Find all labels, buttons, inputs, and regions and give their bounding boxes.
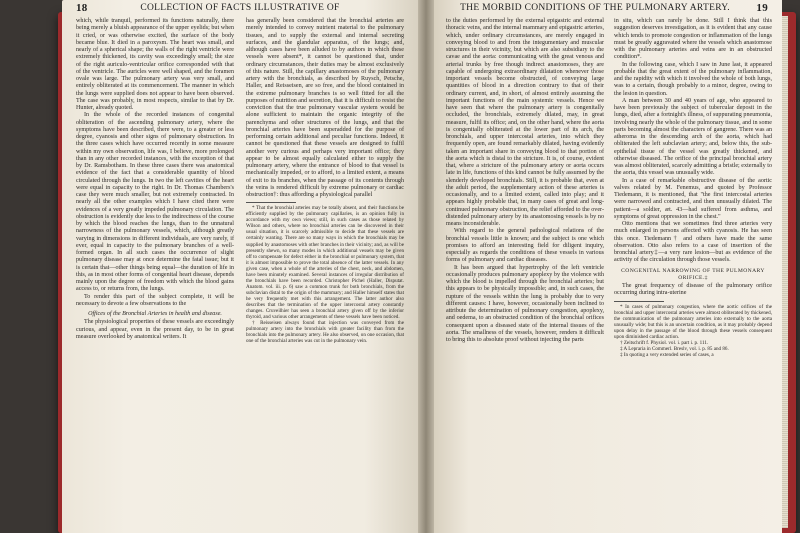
right-running-title: THE MORBID CONDITIONS OF THE PULMONARY ARTERY. — [460, 3, 730, 13]
paragraph: To render this part of the subject complete, it will be necessary to devote a few observations to the — [76, 293, 234, 307]
footnote-rule — [246, 202, 296, 203]
left-column-2 — [246, 18, 404, 344]
right-column-1 — [446, 18, 604, 344]
footnote: ‡ In quoting a very extended series of cases, a — [620, 351, 714, 358]
paragraph: to the duties performed by the external epigastric and external thoracic veins, and the internal mammary and epigastric arteries, which, under ordinary circumstances, are merely engaged in conveying blood to and from the integumentary and muscular structures in their vicinity, but which are also subsidiary to the cavae and the aorta: communicating with the great venous and arterial trunks by free though indirect anastomoses, they are capable of undergoing extraordinary dilatation whenever those important vessels become obstructed, of conveying large quantities of blood in a direction contrary to that of their ordinary current, and, in short, of almost entirely assuming the important functions of the main systemic vessels. Hence we have seen that where the pulmonary artery is congenitally occluded, the bronchials, extremely dilated, may, in great measure, fulfil its office; and, on the other hand, where the aorta is congenitally obliterated at the lower part of its arch, the bronchials, and upper intercostal arteries, into which they frequently open, are found remarkably dilated, having evidently taken an important share in conveying blood to that portion of the aorta which is distal to the stricture. It is, of course, evident that, where a stricture of the pulmonary artery or aorta occurs late in life, functions of this kind cannot be fully assumed by the slenderly developed bronchials. Still, it is probable that, even at the adult period, the supplementary action of these arteries is occasionally, and to a limited extent, called into play; and it appears highly probable that, in many cases of great and long-continued pulmonary obstruction, the relief afforded to the over-distended pulmonary artery by its anastomosing vessels is by no means inconsiderable. — [446, 18, 604, 227]
paragraph: In a case of remarkable obstructive disease of the aortic valves related by M. Fenemus, and quoted by Professor Tiedemann, it is mentioned, that "the first intercostal arteries were narrowed and contracted, and then unusually dilated. The patient—a soldier, æt. 43—had suffered from asthma, and symptoms of great oppression in the chest." — [614, 177, 772, 220]
footnote: * That the bronchial arteries may be totally absent, and their functions be efficiently supplied by the pulmonary capillaries, is an opinion fully in accordance with my own views; still, in such cases as those related by Wilson and others, where no bronchial arteries can be discovered in their usual situation, it is scarcely admissible to decide that these vessels are certainly wanting. There are so many ways in which the bronchials may be supplied by anastomoses with other branches in their vicinity; and, as will be presently shewn, so many modes in which additional vessels may be given off to compensate for defect either in the bronchial or pulmonary system, that it is almost impossible to prove the total absence of the latter vessels. In any given case, when a whole of the arteries of the chest, neck, and abdomen, have been minutely examined. Several instances of irregular distribution of the bronchials have been recorded. Christopher Pichel (Haller, Disputat. Anatom. vol. iii. p. 6) saw a common trunk for both bronchials, from the subclavian distal to the origin of the mammary; and Haller himself states that he very frequently met with this arrangement. The latter author also describes that the termination of the upper intercostal artery constantly changes. Cruveilhier has seen a bronchial artery given off by the inferior thyroid, and various other arrangements of these vessels have been noticed. — [246, 205, 404, 321]
footnotes — [614, 304, 772, 358]
paragraph: It has been argued that hypertrophy of the left ventricle occasionally produces pulmonary apoplexy by the violence with which the blood is impelled through the bronchial arteries; but this appears to be physically impossible; and, in such cases, the rupture of the vessels within the lung is probably due to very different causes: I have, however, occasionally been inclined to attribute the determination of pulmonary congestion, apoplexy, and oedema, to an obstructed condition of the bronchial orifices consequent upon a diseased state of the internal tissues of the aorta. The smallness of the vessels, however, renders it difficult to bring this to absolute proof without injecting the parts — [446, 264, 604, 343]
paragraph: Otto mentions that we sometimes find three arteries very much enlarged in persons affected with cyanosis. He has seen this once. Tiedemann† and others have made the same observation. Otto also refers to a case of insertion of the bronchial artery‡—a very rare lesion—but as evidence of the activity of the circulation through those vessels. — [614, 221, 772, 264]
paragraph: A man between 30 and 40 years of age, who appeared to have been previously the subject of tubercular deposit in the lungs, died, after a fortnight's illness, of suppurating pneumonia, involving nearly the whole of the pulmonary tissue, and in some parts becoming almost the characters of gangrene. There was an atheroma in the descending arch of the aorta, which had obliterated the left subclavian artery; and, below this, the sub-epithelial tissue of the vessel was greatly thickened, and otherwise diseased. The orifice of the principal bronchial artery was almost obliterated, scarcely admitting a bristle; externally to the aorta, this vessel was unusually wide. — [614, 97, 772, 177]
footnotes — [246, 205, 404, 344]
right-page — [434, 0, 782, 533]
book-gutter — [418, 0, 434, 533]
paragraph: In the following case, which I saw in June last, it appeared probable that the great extent of the pulmonary inflammation, and the rapidity with which it involved the whole of both lungs, was to a certain, though probably to a minor, degree, owing to the lesion in question. — [614, 61, 772, 97]
paragraph: With regard to the general pathological relations of the bronchial vessels little is known; and the subject is one which promises to afford an interesting field for diligent inquiry, especially as regards the conditions of these vessels in various forms of pulmonary and cardiac diseases. — [446, 228, 604, 264]
page-edges — [782, 16, 788, 528]
left-page-number: 18 — [76, 2, 88, 14]
footnote: ‡ A Lepraria in Commerl. Breslv, vol. i. p. 85 and 86. — [620, 345, 729, 352]
left-running-title: COLLECTION OF FACTS ILLUSTRATIVE OF — [140, 3, 340, 13]
left-page — [62, 0, 418, 533]
right-page-header — [434, 2, 782, 16]
open-book — [58, 0, 790, 533]
paragraph: has generally been considered that the bronchial arteries are merely intended to convey nutrient material to the pulmonary tissues, and to supply the external and internal secreting surfaces, and the glandular apparatus, of the lungs; and, although cases have been alluded to by authors in which these vessels were absent*, it cannot be questioned that, under ordinary circumstances, their duties may be almost exclusively of this nature. Still, the capillary anastomoses of the pulmonary artery with the bronchials, as described by Ruysch, Petsche, Haller, and Reisseisen, are so free, and the blood contained in the extreme pulmonary branches is so well fitted for all the purposes of nutrition and secretion, that it is difficult to resist the conviction that the true pulmonary vascular system would be alone sufficient to maintain the organic integrity of the parenchyma and other structures of the lungs, and that the bronchial arteries have been superadded for the purpose of performing certain additional and peculiar functions. Indeed, it cannot be questioned that these vessels are designed to fulfil another very curious and perhaps very important office; they appear to be almost equally calculated either to supply the pulmonary artery, where the entrance of blood to that vessel is mechanically impeded, or to afford, to a limited extent, a means of exit to its branches, when the passage of its contents through the veins is rendered difficult by extreme pulmonary or cardiac obstruction†: thus affording a physiological parallel — [246, 18, 404, 198]
right-page-number: 19 — [756, 2, 768, 14]
section-heading: Offices of the Bronchial Arteries in health and disease. — [88, 311, 222, 317]
footnote-rule — [614, 301, 664, 302]
section-heading: CONGENITAL NARROWING OF THE PULMONARY ORIFICE.‡ — [621, 267, 765, 281]
paragraph: In the whole of the recorded instances of congenital obliteration of the ascending pulmonary artery, where the symptoms have been described, there were, to a greater or less degree, cyanosis and other signs of pulmonary obstruction. In the three cases which have occurred recently in some measure within my own observation, life was, I believe, more prolonged than in any other recorded instances, with the exception of that by Dr. Ramsbotham. In these three cases there was anatomical evidence of the fact that a considerable quantity of blood circulated through the lungs. In two the left cavities of the heart were equal in capacity to the right. In Dr. Thomas Chambers's case they were much smaller, but not extremely contracted. In nearly all the other examples which I have cited there were evidences of a very greatly impeded pulmonary circulation. The obstruction is evidently due less to the indirectness of the course by which the blood reaches the lungs, than to the unnatural narrowness of the pulmonary vessels, which, although greatly varying in dimensions in different individuals, are very rarely, if ever, equal in capacity to the pulmonary branches of a well-formed organ. In all such cases the occurrence of slight pulmonary disease may at once determine the fatal issue; but it is certain that—other things being equal—the duration of life in this, as in most other forms of congenital heart disease, depends mainly upon the degree of freedom with which the blood gains access to, or returns from, the lungs. — [76, 112, 234, 293]
paragraph: The physiological properties of these vessels are exceedingly curious, and appear, even in the present day, to be in great measure overlooked by anatomical writers. It — [76, 319, 234, 340]
paragraph: which, while tranquil, performed its functions naturally, there being merely a bluish appearance of the upper eyelids; but when it cried, or was otherwise excited, the surface of the body became blue. It died in a paroxysm. The heart was small, and nearly of a spherical shape; the walls of the right ventricle were extremely thickened, its cavity was exceedingly small; the size of the right auriculo-ventricular orifice corresponded with that of the ventricle. The auricles were well shaped, and the foramen ovale was large. The pulmonary artery was very small, and entirely obliterated at its commencement. The manner in which the lungs were supplied does not appear to have been observed. The case was probably, in most respects, similar to that by Dr. Hunter, already quoted. — [76, 18, 234, 111]
footnote: † Zeitschrift f. Physiol. vol. i. part i. p. 111. — [620, 339, 709, 346]
paragraph: in situ, which can rarely be done. Still I think that this suggestion deserves investigation, as it is evident that any cause which tends to promote congestion or inflammation of the lungs must be greatly aggravated where the vessels which anastomose with the pulmonary arteries and veins are in an obstructed condition*. — [614, 18, 772, 61]
left-column-1 — [76, 18, 234, 341]
footnote: † Reisseisen always found that injection was conveyed from the pulmonary artery into the bronchials with greater facility than from the bronchials into the pulmonary artery. He also observed, on one occasion, that one of the bronchial arteries was cut in the pulmonary vein. — [246, 320, 404, 345]
footnote: * In cases of pulmonary congestion, where the aortic orifices of the bronchial and upper intercostal arteries were almost obliterated by thickened, the communication of the pulmonary arteries into externally to the aorta unusually wide; but this is an uncertain condition, as it may probably depend upon delay in the passage of the blood through these vessels consequent upon diminished cardiac action. — [614, 303, 772, 340]
left-page-header — [62, 2, 418, 16]
paragraph: The great frequency of disease of the pulmonary orifice occurring during intra-uterine — [614, 283, 772, 297]
right-column-2 — [614, 18, 772, 358]
